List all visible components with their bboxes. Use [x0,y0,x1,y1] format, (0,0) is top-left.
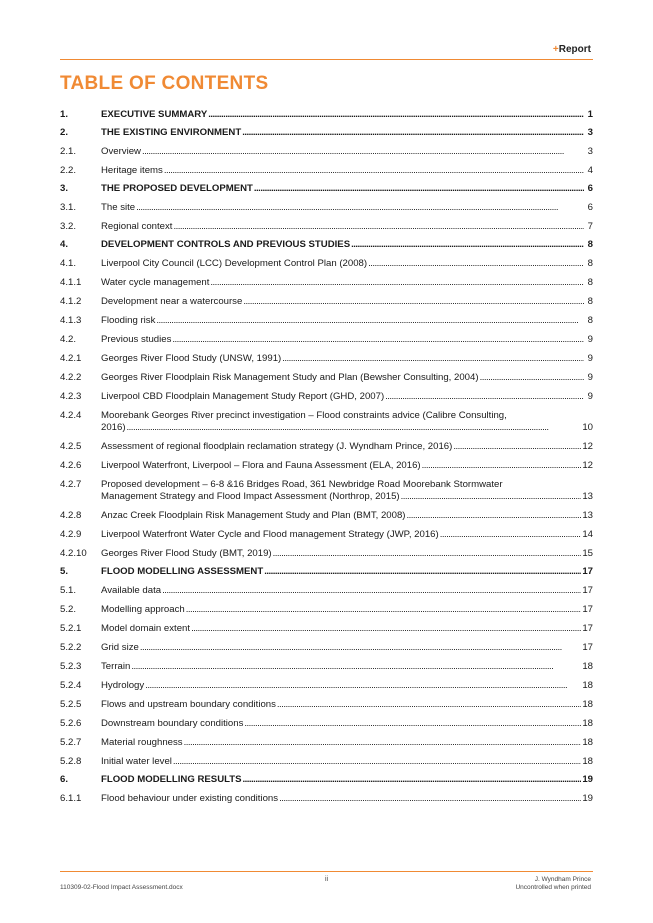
toc-entry-number: 4.2.2 [60,372,82,383]
toc-entry[interactable] [60,661,593,673]
dot-leader [142,146,584,158]
toc-entry-page: 13 [582,491,593,502]
toc-entry-page: 17 [582,623,593,634]
toc-entry-title: Georges River Flood Study (UNSW, 1991) [101,353,282,364]
toc-entry-title-line: Moorebank Georges River precinct investigation – Flood constraints advice (Calibre Consulting, [101,410,507,421]
toc-entry-title: Regional context [101,221,173,232]
dot-leader [184,737,582,749]
dot-leader [277,699,581,711]
toc-entry[interactable] [60,510,593,522]
toc-entry-title: Flows and upstream boundary conditions [101,699,276,710]
dot-leader [242,127,584,139]
toc-entry-title: The site [101,202,136,213]
toc-entry-page: 4 [587,165,593,176]
dot-leader [164,165,584,177]
footer-page-number: ii [324,876,329,883]
toc-entry-page: 18 [582,756,593,767]
toc-entry-page: 18 [582,737,593,748]
toc-entry-title: Initial water level [101,756,172,767]
toc-entry-number: 4.2.8 [60,510,82,521]
toc-entry[interactable] [60,699,593,711]
toc-entry-number: 2.1. [60,146,77,157]
toc-entry-number: 4.2.7 [60,479,82,490]
dot-leader [172,334,584,346]
toc-entry-page: 1 [587,109,593,120]
toc-entry[interactable] [60,239,593,251]
dot-leader [453,441,581,453]
toc-entry-title-line: Proposed development – 6-8 &16 Bridges Road, 361 Newbridge Road Moorebank Stormwater [101,479,503,490]
toc-entry-page: 9 [587,353,593,364]
toc-entry-number: 4.1.1 [60,277,82,288]
toc-entry-title: Liverpool City Council (LCC) Development Control Plan (2008) [101,258,368,269]
dot-leader [254,183,584,195]
toc-entry-number: 2.2. [60,165,77,176]
toc-entry[interactable] [60,774,593,786]
toc-entry-page: 17 [582,585,593,596]
toc-entry[interactable] [60,460,593,472]
dot-leader [140,642,581,654]
toc-entry-number: 4.2.10 [60,548,87,559]
toc-entry-page: 3 [587,146,593,157]
toc-entry-number: 5.1. [60,585,77,596]
toc-entry-title: 2016) [101,422,126,433]
dot-leader [368,258,584,270]
footer-divider [60,871,593,872]
toc-entry-page: 18 [582,661,593,672]
table-of-contents [60,109,593,805]
toc-entry-page: 13 [582,510,593,521]
toc-entry-page: 17 [582,566,593,577]
toc-entry-page: 10 [582,422,593,433]
toc-entry-number: 6. [60,774,69,785]
dot-leader [186,604,582,616]
toc-entry[interactable] [60,410,593,434]
toc-entry-title: Liverpool Waterfront, Liverpool – Flora and Fauna Assessment (ELA, 2016) [101,460,421,471]
toc-entry-page: 18 [582,718,593,729]
toc-entry[interactable] [60,793,593,805]
toc-entry-title: Modelling approach [101,604,185,615]
toc-entry[interactable] [60,391,593,403]
header-report-text: Report [558,44,591,55]
dot-leader [173,756,581,768]
toc-entry[interactable] [60,296,593,308]
toc-entry-title: FLOOD MODELLING ASSESSMENT [101,566,264,577]
toc-entry-title: Liverpool Waterfront Water Cycle and Flood management Strategy (JWP, 2016) [101,529,439,540]
toc-entry[interactable] [60,277,593,289]
toc-entry-title: Material roughness [101,737,183,748]
dot-leader [191,623,581,635]
toc-entry-page: 3 [587,127,593,138]
toc-entry-number: 6.1.1 [60,793,82,804]
toc-entry-page: 7 [587,221,593,232]
dot-leader [243,774,582,786]
toc-entry[interactable] [60,258,593,270]
toc-entry-title: Water cycle management [101,277,210,288]
toc-entry-number: 3.2. [60,221,77,232]
toc-entry-number: 3.1. [60,202,77,213]
dot-leader [401,491,582,503]
dot-leader [440,529,582,541]
toc-entry-title: Liverpool CBD Floodplain Management Study Report (GHD, 2007) [101,391,385,402]
toc-entry-number: 5.2.7 [60,737,82,748]
footer-status: Uncontrolled when printed [515,884,591,891]
toc-entry-page: 14 [582,529,593,540]
dot-leader [127,422,582,434]
toc-entry-title: Heritage items [101,165,163,176]
toc-entry-title: Management Strategy and Flood Impact Assessment (Northrop, 2015) [101,491,400,502]
toc-entry-number: 5.2.8 [60,756,82,767]
toc-entry-title: Georges River Floodplain Risk Management Study and Plan (Bewsher Consulting, 2004) [101,372,479,383]
toc-entry-title: Available data [101,585,162,596]
dot-leader [422,460,582,472]
toc-entry-page: 9 [587,334,593,345]
toc-entry-page: 12 [582,441,593,452]
dot-leader [131,661,581,673]
toc-entry-page: 8 [587,258,593,269]
toc-entry-number: 5.2.4 [60,680,82,691]
toc-entry[interactable] [60,165,593,177]
toc-entry-page: 19 [582,793,593,804]
toc-entry-title: Assessment of regional floodplain reclamation strategy (J. Wyndham Prince, 2016) [101,441,453,452]
toc-entry[interactable] [60,737,593,749]
toc-entry[interactable] [60,756,593,768]
toc-entry-page: 17 [582,604,593,615]
dot-leader [156,315,584,327]
toc-entry-title: FLOOD MODELLING RESULTS [101,774,242,785]
dot-leader [243,296,584,308]
toc-entry[interactable] [60,642,593,654]
dot-leader [145,680,581,692]
toc-entry[interactable] [60,183,593,195]
toc-entry-title: Grid size [101,642,139,653]
toc-entry[interactable] [60,529,593,541]
dot-leader [351,239,584,251]
toc-entry-title: THE EXISTING ENVIRONMENT [101,127,242,138]
toc-entry-number: 4.2. [60,334,77,345]
toc-entry-number: 5.2.6 [60,718,82,729]
toc-entry-title: THE PROPOSED DEVELOPMENT [101,183,253,194]
toc-entry-number: 5. [60,566,69,577]
toc-entry[interactable] [60,479,593,503]
toc-entry[interactable] [60,441,593,453]
toc-entry-number: 4. [60,239,69,250]
toc-entry-number: 5.2.2 [60,642,82,653]
toc-entry-title: Terrain [101,661,131,672]
toc-entry[interactable] [60,202,593,214]
toc-entry-page: 12 [582,460,593,471]
toc-entry-page: 6 [587,202,593,213]
toc-entry-page: 17 [582,642,593,653]
dot-leader [264,566,581,578]
toc-entry[interactable] [60,315,593,327]
toc-entry[interactable] [60,372,593,384]
toc-entry[interactable] [60,585,593,597]
toc-entry-title: DEVELOPMENT CONTROLS AND PREVIOUS STUDIES [101,239,351,250]
toc-entry-number: 1. [60,109,69,120]
dot-leader [208,109,584,121]
toc-entry[interactable] [60,604,593,616]
dot-leader [480,372,584,384]
toc-entry-title: Downstream boundary conditions [101,718,244,729]
toc-entry-title: Hydrology [101,680,145,691]
toc-entry-number: 4.1.2 [60,296,82,307]
toc-entry-title: Overview [101,146,141,157]
toc-entry-page: 9 [587,391,593,402]
toc-entry-number: 5.2. [60,604,77,615]
page-title: TABLE OF CONTENTS [60,73,269,94]
toc-entry[interactable] [60,548,593,560]
toc-entry-title: Previous studies [101,334,172,345]
dot-leader [385,391,584,403]
toc-entry-title: Flooding risk [101,315,156,326]
toc-entry-number: 4.2.9 [60,529,82,540]
toc-entry-page: 8 [587,296,593,307]
toc-entry-number: 5.2.5 [60,699,82,710]
toc-entry-number: 4.2.3 [60,391,82,402]
toc-entry-page: 19 [582,774,593,785]
toc-entry[interactable] [60,353,593,365]
toc-entry[interactable] [60,127,593,139]
toc-entry-number: 3. [60,183,69,194]
toc-entry[interactable] [60,334,593,346]
toc-entry-title: Development near a watercourse [101,296,243,307]
footer-company-block [515,876,591,892]
toc-entry-title: Model domain extent [101,623,191,634]
toc-entry-number: 4.2.4 [60,410,82,421]
toc-entry-page: 8 [587,277,593,288]
footer-filename: 110309-02-Flood Impact Assessment.docx [60,884,183,891]
dot-leader [279,793,581,805]
toc-entry[interactable] [60,718,593,730]
toc-entry-number: 5.2.3 [60,661,82,672]
footer-company: J. Wyndham Prince [534,876,591,883]
dot-leader [282,353,584,365]
toc-entry-page: 8 [587,315,593,326]
dot-leader [136,202,584,214]
toc-entry[interactable] [60,623,593,635]
toc-entry-number: 5.2.1 [60,623,82,634]
toc-entry[interactable] [60,221,593,233]
dot-leader [407,510,582,522]
dot-leader [210,277,584,289]
toc-entry-number: 4.2.5 [60,441,82,452]
toc-entry[interactable] [60,109,593,121]
toc-entry-number: 4.1.3 [60,315,82,326]
toc-entry-title: Flood behaviour under existing conditions [101,793,279,804]
plus-mark: + [552,44,559,55]
toc-entry-number: 2. [60,127,69,138]
dot-leader [244,718,581,730]
toc-entry-title: Georges River Flood Study (BMT, 2019) [101,548,272,559]
toc-entry-number: 4.1. [60,258,77,269]
toc-entry-number: 4.2.6 [60,460,82,471]
dot-leader [162,585,581,597]
toc-entry[interactable] [60,680,593,692]
toc-entry[interactable] [60,146,593,158]
dot-leader [173,221,584,233]
header-divider [60,59,593,60]
toc-entry-page: 15 [582,548,593,559]
toc-entry-number: 4.2.1 [60,353,82,364]
toc-entry-page: 6 [587,183,593,194]
report-header-label [553,44,591,55]
dot-leader [273,548,582,560]
toc-entry-page: 8 [587,239,593,250]
toc-entry-title: EXECUTIVE SUMMARY [101,109,208,120]
toc-entry-title: Anzac Creek Floodplain Risk Management Study and Plan (BMT, 2008) [101,510,406,521]
toc-entry-page: 18 [582,680,593,691]
toc-entry[interactable] [60,566,593,578]
toc-entry-page: 18 [582,699,593,710]
toc-entry-page: 9 [587,372,593,383]
